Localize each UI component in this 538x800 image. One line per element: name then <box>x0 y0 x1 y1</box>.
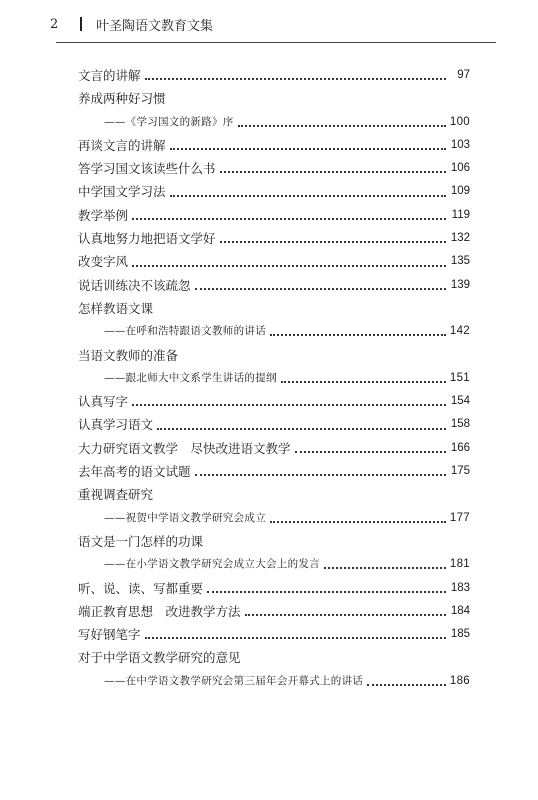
dot-leader <box>324 566 446 569</box>
toc-title-row <box>78 157 470 180</box>
toc-entry <box>78 227 470 250</box>
toc-page-number: 158 <box>450 418 470 431</box>
header-divider <box>80 17 82 31</box>
running-header <box>50 12 213 36</box>
toc-page-number: 135 <box>450 255 470 268</box>
toc-subtitle-row <box>78 670 470 693</box>
toc-title-row <box>78 460 470 483</box>
toc-title-row <box>78 530 470 553</box>
toc-entry <box>78 390 470 413</box>
dot-leader <box>195 473 446 476</box>
toc-page-number: 154 <box>450 395 470 408</box>
dot-leader <box>145 77 446 80</box>
toc-title: 再谈文言的讲解 <box>78 137 166 153</box>
toc-title: 认真写字 <box>78 394 129 410</box>
toc-page-number: 103 <box>450 138 470 151</box>
toc-title-row <box>78 180 470 203</box>
dot-leader <box>195 287 446 290</box>
toc-title: 端正教育思想 改进教学方法 <box>78 603 241 619</box>
toc-entry <box>78 460 470 483</box>
toc-title: 认真地努力地把语文学好 <box>78 231 216 247</box>
toc-title-row <box>78 250 470 273</box>
toc-title-row <box>78 204 470 227</box>
dot-leader <box>367 683 446 686</box>
dot-leader <box>170 194 446 197</box>
toc-subtitle: ——《学习国文的新路》序 <box>104 115 234 128</box>
toc-title: 教学举例 <box>78 207 129 223</box>
toc-page-number: 119 <box>451 208 470 221</box>
toc-title-row <box>78 483 470 506</box>
header-rule <box>56 42 496 43</box>
dot-leader <box>132 403 446 406</box>
toc-entry <box>78 134 470 157</box>
toc-title-row <box>78 623 470 646</box>
toc-title-row <box>78 87 470 110</box>
dot-leader <box>295 450 446 453</box>
dot-leader <box>132 264 446 267</box>
toc-title-row <box>78 134 470 157</box>
toc-page-number: 183 <box>450 581 470 594</box>
toc-entry <box>78 64 470 87</box>
dot-leader <box>220 170 446 173</box>
toc-entry <box>78 250 470 273</box>
toc-entry <box>78 180 470 203</box>
toc-title: 认真学习语文 <box>78 417 154 433</box>
toc-title: 去年高考的语文试题 <box>78 464 191 480</box>
toc-title: 改变字风 <box>78 254 129 270</box>
toc-page-number: 97 <box>457 69 470 81</box>
toc-subtitle-row <box>78 507 470 530</box>
toc-page-number: 100 <box>449 115 470 128</box>
toc-page-number: 151 <box>449 371 470 384</box>
toc-entry <box>78 274 470 297</box>
toc-title: 当语文教师的准备 <box>78 347 179 363</box>
toc-title: 大力研究语文教学 尽快改进语文教学 <box>78 440 291 456</box>
toc-title-row <box>78 646 470 669</box>
toc-title: 文言的讲解 <box>78 68 141 83</box>
toc-page-number: 184 <box>450 604 470 617</box>
toc-title: 语文是一门怎样的功课 <box>78 533 204 549</box>
dot-leader <box>132 217 446 220</box>
toc-title-row <box>78 413 470 436</box>
dot-leader <box>170 147 446 150</box>
toc-page-number: 132 <box>450 232 470 245</box>
toc-title: 写好钢笔字 <box>78 627 141 643</box>
toc-entry <box>78 623 470 646</box>
dot-leader <box>281 380 446 383</box>
toc-subtitle-row <box>78 553 470 576</box>
table-of-contents <box>78 64 470 693</box>
toc-title-row <box>78 390 470 413</box>
dot-leader <box>245 613 446 616</box>
toc-title: 养成两种好习惯 <box>78 91 166 107</box>
toc-title-row <box>78 437 470 460</box>
toc-entry <box>78 646 470 693</box>
dot-leader <box>270 333 446 336</box>
toc-title: 说话训练决不该疏忽 <box>78 277 191 293</box>
dot-leader <box>145 636 446 639</box>
toc-title-row <box>78 297 470 320</box>
toc-page-number: 177 <box>449 511 470 524</box>
toc-entry <box>78 87 470 134</box>
toc-entry <box>78 600 470 623</box>
toc-page-number: 175 <box>450 465 470 478</box>
toc-title: 怎样教语文课 <box>78 300 154 316</box>
toc-entry <box>78 577 470 600</box>
dot-leader <box>220 240 446 243</box>
toc-entry <box>78 297 470 344</box>
toc-entry <box>78 530 470 577</box>
toc-subtitle: ——跟北师大中文系学生讲话的提纲 <box>104 371 277 384</box>
toc-page-number: 186 <box>449 674 470 687</box>
toc-title-row <box>78 344 470 367</box>
toc-page-number: 181 <box>449 558 470 571</box>
book-title: 叶圣陶语文教育文集 <box>96 18 214 34</box>
toc-entry <box>78 413 470 436</box>
toc-title: 中学国文学习法 <box>78 184 166 200</box>
toc-title: 听、说、读、写都重要 <box>78 580 204 596</box>
toc-title-row <box>78 64 470 87</box>
toc-page-number: 166 <box>450 441 470 454</box>
toc-entry <box>78 157 470 180</box>
toc-page-number: 185 <box>450 628 470 641</box>
page-number: 2 <box>50 16 59 32</box>
toc-subtitle-row <box>78 367 470 390</box>
toc-subtitle: ——在小学语文教学研究会成立大会上的发言 <box>104 558 320 571</box>
toc-title: 对于中学语文教学研究的意见 <box>78 650 241 666</box>
toc-subtitle-row <box>78 320 470 343</box>
dot-leader <box>207 590 446 593</box>
toc-subtitle: ——祝贺中学语文教学研究会成立 <box>104 511 266 524</box>
toc-title: 重视调查研究 <box>78 487 154 503</box>
toc-subtitle-row <box>78 111 470 134</box>
dot-leader <box>270 520 446 523</box>
toc-entry <box>78 483 470 530</box>
toc-title-row <box>78 600 470 623</box>
toc-title-row <box>78 577 470 600</box>
toc-title-row <box>78 274 470 297</box>
toc-entry <box>78 204 470 227</box>
toc-entry <box>78 437 470 460</box>
toc-title: 答学习国文该读些什么书 <box>78 161 216 177</box>
toc-title-row <box>78 227 470 250</box>
dot-leader <box>157 427 446 430</box>
toc-page-number: 142 <box>449 325 470 338</box>
toc-entry <box>78 344 470 391</box>
toc-subtitle: ——在中学语文教学研究会第三届年会开幕式上的讲话 <box>104 674 364 687</box>
toc-page-number: 139 <box>450 278 470 291</box>
toc-page-number: 106 <box>450 162 470 175</box>
toc-subtitle: ——在呼和浩特跟语文教师的讲话 <box>104 325 266 338</box>
toc-page-number: 109 <box>450 185 470 198</box>
dot-leader <box>238 124 446 127</box>
